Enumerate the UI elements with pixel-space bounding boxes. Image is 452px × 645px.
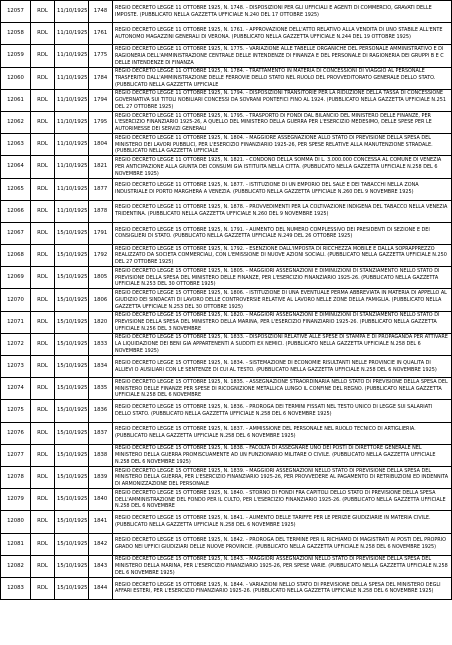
- decree-page-cell: 1761: [89, 23, 113, 45]
- table-row: [1, 156, 452, 178]
- decree-page-cell: 1820: [89, 311, 113, 333]
- decree-text: REGIO DECRETO LEGGE 11 OTTOBRE 1925, N. 1784. - TRATTAMENTO IN MATERIA DI CONCESSIONI DI VIAGGIO AL PERSONALE TRASFERITO DALL'AMMINISTRAZIONE DELLE FERROVIE DELLO STATO NEL RUOLO DEL PROVVEDITORATO GENERALE DELLO STATO. (PUBBLICATO NELLA GAZZETTA UFFICIALE: [115, 68, 436, 88]
- decree-text: REGIO DECRETO LEGGE 15 OTTOBRE 1925, N. 1844. - VARIAZIONI NELLO STATO DI PREVISIONE DELLA SPESA DEL MINISTERO DEGLI AFFARI ESTERI, PER L'ESERCIZIO FINANZIARIO 1925-26. (PUBBLICATO NELLA GAZZETTA UFFICIALE N.258 DEL 6 NOVEMBRE 1925): [115, 581, 441, 595]
- decree-text: REGIO DECRETO LEGGE 15 OTTOBRE 1925, N. 1791. - AUMENTO DEL NUMERO COMPLESSIVO DEI PRESIDENTI DI SEZIONE E DEI CONSIGLIERI DI STATO. (PUBBLICATO NELLA GAZZETTA UFFICIALE N.249 DEL 26 OTTOBRE 1925): [115, 226, 430, 240]
- table-row: [1, 356, 452, 378]
- decree-text: REGIO DECRETO LEGGE 15 OTTOBRE 1925, N. 1820. - MAGGIORI ASSEGNAZIONI E DIMINUZIONI DI STANZIAMENTO NELLO STATO DI PREVISIONE DELLA SPESA DEL MINISTERO DELLA MARINA, PER L'ESERCIZIO FINANZIARIO 1925-26. (PUBBLICATO NELLA GAZZETTA UFFICIALE N.256 DEL 3 NOVEMBRE: [115, 312, 440, 332]
- decree-page-cell: 1843: [89, 555, 113, 577]
- decree-text-cell: [113, 533, 452, 555]
- decree-number-cell: 12078: [1, 466, 31, 488]
- table-row: [1, 267, 452, 289]
- decree-text: REGIO DECRETO LEGGE 15 OTTOBRE 1925, N. 1842. - PROROGA DEL TERMINE PER IL RICHIAMO DI MAGISTRATI AI POSTI DEL PROPRIO GRADO NEI UFFICI GIUDIZIARI DELLE NUOVE PROVINCIE. (PUBBLICATO NELLA GAZZETTA UFFICIALE N.258 DEL 6 NOVEMBRE 1925): [115, 537, 446, 551]
- decree-date-cell: 15/10/1925: [55, 222, 89, 244]
- decree-date-cell: 11/10/1925: [55, 23, 89, 45]
- decree-text-cell: [113, 111, 452, 133]
- decree-date-cell: 15/10/1925: [55, 444, 89, 466]
- decree-number-cell: 12065: [1, 178, 31, 200]
- decree-text: REGIO DECRETO LEGGE 15 OTTOBRE 1925, N. 1837. - AMMISSIONE DEL PERSONALE NEL RUOLO TECNICO DI ARTIGLIERIA. (PUBBLICATO NELLA GAZZETTA UFFICIALE N.258 DEL 6 NOVEMBRE 1925): [115, 426, 416, 440]
- table-row: [1, 489, 452, 511]
- decree-text: REGIO DECRETO LEGGE 15 OTTOBRE 1925, N. 1841. - AUMENTO DELLE TARIFFE PER LE PERIZIE GIUDIZIARIE IN MATERIA CIVILE. (PUBBLICATO NELLA GAZZETTA UFFICIALE N.258 DEL 6 NOVEMBRE 1925): [115, 515, 431, 528]
- table-row: [1, 378, 452, 400]
- decree-text: REGIO DECRETO LEGGE 15 OTTOBRE 1925, N. 1806. - ISTITUZIONE DI UNA EVENTUALE PERMA ABBREVIATA IN MATERIA DI APPELLO AL GIUDIZIO DEI SINDACATI DI LAVORO DELLE CONTROVERSIE RELATIVE AL LAVORO NELLE ZONE DELLA FAMIGLIA. (PUBBLICATO NELLA GAZZETTA UFFICIALE N.253 DEL 30 OTTOBRE 1925): [115, 290, 447, 310]
- decree-number-cell: 12076: [1, 422, 31, 444]
- decree-text-cell: [113, 23, 452, 45]
- decree-page-cell: 1844: [89, 577, 113, 599]
- decree-page-cell: 1806: [89, 289, 113, 311]
- decree-date-cell: 11/10/1925: [55, 111, 89, 133]
- table-row: [1, 45, 452, 67]
- decree-number-cell: 12071: [1, 311, 31, 333]
- table-row: [1, 555, 452, 577]
- decree-date-cell: 11/10/1925: [55, 45, 89, 67]
- decree-page-cell: 1838: [89, 444, 113, 466]
- decree-type-cell: RDL: [31, 222, 55, 244]
- decree-type-cell: RDL: [31, 444, 55, 466]
- decree-date-cell: 15/10/1925: [55, 533, 89, 555]
- decree-text: REGIO DECRETO LEGGE 11 OTTOBRE 1925, N. 1761. - APPROVAZIONE DELL'ATTO RELATIVO ALLA VENDITA DI UNO STABILE ALL'ENTE AUTONOMO MAGAZZINI GENERALI DI VERONA. (PUBBLICATO NELLA GAZZETTA UFFICIALE N.244 DEL 19 OTTOBRE 1925): [115, 26, 443, 40]
- decree-text: REGIO DECRETO LEGGE 11 OTTOBRE 1925, N. 1775. - VARIAZIONE ALLE TABELLE ORGANICHE DEL PERSONALE AMMINISTRATIVO E DI RAGIONERIA DELL'AMMINISTRAZIONE CENTRALE DELLE INTENDENZE DI FINANZA E DEL PERSONALE DI RAGIONERIA DEI GRUPPI B E C DELLE INTENDENZE DI FINANZA: [115, 45, 444, 66]
- decree-number-cell: 12072: [1, 333, 31, 355]
- decree-page-cell: 1837: [89, 422, 113, 444]
- decree-type-cell: RDL: [31, 134, 55, 156]
- decree-page-cell: 1794: [89, 89, 113, 111]
- decree-text-cell: [113, 466, 452, 488]
- table-row: [1, 178, 452, 200]
- decree-text: REGIO DECRETO LEGGE 15 OTTOBRE 1925, N. 1835. - ASSEGNAZIONE STRAORDINARIA NELLO STATO DI PREVISIONE DELLA SPESA DEL MINISTERO DELLE FINANZE PER SPESE DI RICOGNIZIONE METALLICA LUNGO IL CONFINE DEL REGNO. (PUBBLICATO NELLA GAZZETTA UFFICIALE N.258 DEL 6 NOVEMBRE: [115, 378, 448, 399]
- decree-text: REGIO DECRETO LEGGE 11 OTTOBRE 1925, N. 1748. - DISPOSIZIONI PER GLI UFFICIALI E AGENTI DI COMMERCIO, GRAVATI DELLE IMPOSTE. (PUBBLICATO NELLA GAZZETTA UFFICIALE N.240 DEL 17 OTTOBRE 1925): [115, 4, 432, 18]
- decree-number-cell: 12064: [1, 156, 31, 178]
- decree-date-cell: 11/10/1925: [55, 200, 89, 222]
- decree-date-cell: 11/10/1925: [55, 156, 89, 178]
- table-row: [1, 200, 452, 222]
- decree-page-cell: 1805: [89, 267, 113, 289]
- table-row: [1, 511, 452, 533]
- decree-page-cell: 1821: [89, 156, 113, 178]
- decree-text-cell: [113, 267, 452, 289]
- table-row: [1, 444, 452, 466]
- decree-type-cell: RDL: [31, 156, 55, 178]
- decree-number-cell: 12075: [1, 400, 31, 422]
- decree-number-cell: 12061: [1, 89, 31, 111]
- decree-date-cell: 15/10/1925: [55, 378, 89, 400]
- decree-number-cell: 12062: [1, 111, 31, 133]
- decree-text-cell: [113, 333, 452, 355]
- decree-number-cell: 12067: [1, 222, 31, 244]
- decree-number-cell: 12082: [1, 555, 31, 577]
- decree-type-cell: RDL: [31, 267, 55, 289]
- decree-page-cell: 1833: [89, 333, 113, 355]
- decree-page-cell: 1877: [89, 178, 113, 200]
- decree-type-cell: RDL: [31, 555, 55, 577]
- decree-number-cell: 12068: [1, 245, 31, 267]
- decree-type-cell: RDL: [31, 111, 55, 133]
- decree-date-cell: 15/10/1925: [55, 311, 89, 333]
- decree-text: REGIO DECRETO LEGGE 15 OTTOBRE 1925, N. 1833. - DISPOSIZIONI RELATIVE ALLE SPESE DI STAMPA E DI PROPAGANDA PER ATTIVARE LA LIQUIDAZIONE DEI BENI GIA APPARTENENTI A SUDDITI EX NEMICI. (PUBBLICATO NELLA GAZZETTA UFFICIALE N.258 DEL 6 NOVEMBRE 1925): [115, 334, 448, 354]
- table-row: [1, 89, 452, 111]
- decree-number-cell: 12070: [1, 289, 31, 311]
- decree-page-cell: 1775: [89, 45, 113, 67]
- decree-page-cell: 1784: [89, 67, 113, 89]
- decree-type-cell: RDL: [31, 311, 55, 333]
- decree-page-cell: 1835: [89, 378, 113, 400]
- decree-text-cell: [113, 1, 452, 23]
- decree-text-cell: [113, 489, 452, 511]
- decree-page-cell: 1878: [89, 200, 113, 222]
- decree-date-cell: 15/10/1925: [55, 400, 89, 422]
- decree-text-cell: [113, 89, 452, 111]
- decree-text-cell: [113, 200, 452, 222]
- decree-date-cell: 15/10/1925: [55, 267, 89, 289]
- decree-type-cell: RDL: [31, 89, 55, 111]
- decree-page-cell: 1795: [89, 111, 113, 133]
- decree-date-cell: 11/10/1925: [55, 67, 89, 89]
- decree-text-cell: [113, 222, 452, 244]
- decree-text-cell: [113, 577, 452, 599]
- decree-number-cell: 12074: [1, 378, 31, 400]
- decree-page-cell: 1791: [89, 222, 113, 244]
- decree-page-cell: 1842: [89, 533, 113, 555]
- decree-type-cell: RDL: [31, 422, 55, 444]
- decree-date-cell: 11/10/1925: [55, 178, 89, 200]
- decree-number-cell: 12080: [1, 511, 31, 533]
- decree-text-cell: [113, 156, 452, 178]
- decree-number-cell: 12079: [1, 489, 31, 511]
- decree-date-cell: 11/10/1925: [55, 134, 89, 156]
- decree-text-cell: [113, 245, 452, 267]
- decree-text-cell: [113, 289, 452, 311]
- decree-type-cell: RDL: [31, 1, 55, 23]
- decree-text: REGIO DECRETO LEGGE 15 OTTOBRE 1925, N. 1792. - ESENZIONE DALL'IMPOSTA DI RICCHEZZA MOBILE E DALLA SOPRAPPREZZO REALIZZATO DA SOCIETA COMMERCIALI, CON L'EMISSIONE DI NUOVE AZIONI SOCIALI. (PUBBLICATO NELLA GAZZETTA UFFICIALE N.250 DEL 27 OTTOBRE 1925): [115, 245, 447, 266]
- table-row: [1, 23, 452, 45]
- decree-number-cell: 12060: [1, 67, 31, 89]
- table-body: [1, 1, 452, 600]
- decree-number-cell: 12057: [1, 1, 31, 23]
- decree-text: REGIO DECRETO LEGGE 15 OTTOBRE 1925, N. 1834. - SISTEMAZIONE DI ECONOMIE RISULTANTI NELLE PROVINCIE IN QUALITA DI ALLIEVI O AUSILIARI CON LE SENTENZE DI CUI AL TESTO. (PUBBLICATO NELLA GAZZETTA UFFICIALE N.258 DEL 6 NOVEMBRE 1925): [115, 359, 437, 373]
- decree-type-cell: RDL: [31, 23, 55, 45]
- decree-date-cell: 15/10/1925: [55, 289, 89, 311]
- decree-page-cell: 1841: [89, 511, 113, 533]
- table-row: [1, 1, 452, 23]
- decree-text-cell: [113, 178, 452, 200]
- decree-number-cell: 12077: [1, 444, 31, 466]
- decree-text-cell: [113, 444, 452, 466]
- decree-type-cell: RDL: [31, 45, 55, 67]
- decree-type-cell: RDL: [31, 577, 55, 599]
- decree-text-cell: [113, 422, 452, 444]
- decree-number-cell: 12069: [1, 267, 31, 289]
- decree-page-cell: 1836: [89, 400, 113, 422]
- decree-type-cell: RDL: [31, 178, 55, 200]
- table-row: [1, 289, 452, 311]
- decree-text: REGIO DECRETO LEGGE 11 OTTOBRE 1925, N. 1804. - MAGGIORE ASSEGNAZIONE ALLO STATO DI PREVISIONE DELLA SPESA DEL MINISTERO DEI LAVORI PUBBLICI, PER L'ESERCIZIO FINANZIARIO 1925-26, PER SPESE RELATIVE ALLA MANUTENZIONE STRADALE. (PUBBLICATO NELLA GAZZETTA UFFICIALE: [115, 134, 433, 155]
- decree-text: REGIO DECRETO LEGGE 11 OTTOBRE 1925, N. 1794. - DISPOSIZIONI TRANSITORIE PER LA RIDUZIONE DELLA TASSA DI CONCESSIONE GOVERNATIVA SUI TITOLI NOBILIARI CONCESSI DA SOVRANI PONTEFICI FINO AL 1924. (PUBBLICATO NELLA GAZZETTA UFFICIALE N.251 DEL 27 OTTOBRE 1925): [115, 90, 446, 110]
- decree-page-cell: 1840: [89, 489, 113, 511]
- decree-page-cell: 1834: [89, 356, 113, 378]
- decree-type-cell: RDL: [31, 67, 55, 89]
- decree-text: REGIO DECRETO LEGGE 11 OTTOBRE 1925, N. 1878. - PROVVEDIMENTI PER LA COLTIVAZIONE INDIGENA DEL TABACCO NELLA VENEZIA TRIDENTINA. (PUBBLICATO NELLA GAZZETTA UFFICIALE N.260 DEL 9 NOVEMBRE 1925): [115, 204, 448, 218]
- table-row: [1, 466, 452, 488]
- table-row: [1, 245, 452, 267]
- decree-type-cell: RDL: [31, 378, 55, 400]
- decree-text-cell: [113, 400, 452, 422]
- table-row: [1, 222, 452, 244]
- decree-type-cell: RDL: [31, 533, 55, 555]
- decree-date-cell: 15/10/1925: [55, 245, 89, 267]
- decree-type-cell: RDL: [31, 466, 55, 488]
- decree-text-cell: [113, 45, 452, 67]
- decree-text: REGIO DECRETO LEGGE 15 OTTOBRE 1925, N. 1843. - MAGGIORI ASSEGNAZIONI NELLO STATO DI PREVISIONE DELLA SPESA DEL MINISTERO DELLA MARINA, PER L'ESERCIZIO FINANZIARIO 1925-26, PER SPESE VARIE. (PUBBLICATO NELLA GAZZETTA UFFICIALE N.258 DEL 6 NOVEMBRE 1925): [115, 556, 448, 576]
- table-row: [1, 422, 452, 444]
- decree-type-cell: RDL: [31, 200, 55, 222]
- decree-page-cell: 1804: [89, 134, 113, 156]
- decree-text-cell: [113, 134, 452, 156]
- decree-text-cell: [113, 67, 452, 89]
- decree-type-cell: RDL: [31, 333, 55, 355]
- decree-text-cell: [113, 555, 452, 577]
- decree-text-cell: [113, 511, 452, 533]
- table-row: [1, 533, 452, 555]
- decree-number-cell: 12063: [1, 134, 31, 156]
- table-row: [1, 67, 452, 89]
- table-row: [1, 134, 452, 156]
- decree-text: REGIO DECRETO LEGGE 15 OTTOBRE 1925, N. 1839. - MAGGIORI ASSEGNAZIONI NELLO STATO DI PREVISIONE DELLA SPESA DEL MINISTERO DELLA GUERRA, PER L'ESERCIZIO FINANZIARIO 1925-26, PER PROVVEDERE AL PAGAMENTO DI RETRIBUZIONI ED INDENNITA DI ARMONIZZAZIONE DEL PERSONALE: [115, 467, 449, 488]
- decree-text-cell: [113, 378, 452, 400]
- decree-type-cell: RDL: [31, 356, 55, 378]
- decree-text-cell: [113, 311, 452, 333]
- decree-date-cell: 15/10/1925: [55, 466, 89, 488]
- decree-text: REGIO DECRETO LEGGE 15 OTTOBRE 1925, N. 1840. - STORNO DI FONDI FRA CAPITOLI DELLO STATO DI PREVISIONE DELLA SPESA DELL'AMMINISTRAZIONE DEL FONDO PER IL CULTO, PER L'ESERCIZIO FINANZIARIO 1925-26. (PUBBLICATO NELLA GAZZETTA UFFICIALE N.258 DEL 6 NOVEMBRE: [115, 489, 446, 510]
- decree-number-cell: 12058: [1, 23, 31, 45]
- decree-text: REGIO DECRETO LEGGE 15 OTTOBRE 1925, N. 1836. - PROROGA DEI TERMINI FISSATI NEL TESTO UNICO DI LEGGE SUI SALARIATI DELLO STATO. (PUBBLICATO NELLA GAZZETTA UFFICIALE N.258 DEL 6 NOVEMBRE 1925): [115, 404, 433, 417]
- decree-text: REGIO DECRETO LEGGE 15 OTTOBRE 1925, N. 1838. - FACOLTA DI ASSEGNARE UNO DEI POSTI DI DIRETTORE GENERALE NEL MINISTERO DELLA GUERRA PROMISCUAMENTE AD UN FUNZIONARIO MILITARE O CIVILE. (PUBBLICATO NELLA GAZZETTA UFFICIALE N.258 DEL 6 NOVEMBRE 1925): [115, 445, 436, 465]
- table-row: [1, 311, 452, 333]
- decree-number-cell: 12083: [1, 577, 31, 599]
- decree-date-cell: 15/10/1925: [55, 489, 89, 511]
- decree-date-cell: 15/10/1925: [55, 356, 89, 378]
- decree-text: REGIO DECRETO LEGGE 11 OTTOBRE 1925, N. 1795. - TRASPORTO DI FONDI DAL BILANCIO DEL MINISTERO DELLE FINANZE, PER L'ESERCIZIO FINANZIARIO 1925-26, A QUELLO DEL MINISTERO DELLA GUERRA PER L'ESERCIZIO MEDESIMO, DELLE SPESE PER LE AUTORIMESSE DEI SERVIZI GENERALI: [115, 112, 432, 133]
- decree-type-cell: RDL: [31, 400, 55, 422]
- decree-date-cell: 15/10/1925: [55, 577, 89, 599]
- decree-type-cell: RDL: [31, 489, 55, 511]
- decree-date-cell: 11/10/1925: [55, 1, 89, 23]
- table-row: [1, 111, 452, 133]
- decree-type-cell: RDL: [31, 245, 55, 267]
- table-row: [1, 577, 452, 599]
- decree-number-cell: 12066: [1, 200, 31, 222]
- decree-text: REGIO DECRETO LEGGE 15 OTTOBRE 1925, N. 1805. - MAGGIORI ASSEGNAZIONI E DIMINUZIONI DI STANZIAMENTO NELLO STATO DI PREVISIONE DELLA SPESA DEL MINISTERO DELLE FINANZE, PER L'ESERCIZIO FINANZIARIO 1925-26. (PUBBLICATO NELLA GAZZETTA UFFICIALE N.253 DEL 30 OTTOBRE 1925): [115, 267, 440, 288]
- decree-page-cell: 1792: [89, 245, 113, 267]
- decree-page-cell: 1839: [89, 466, 113, 488]
- decree-type-cell: RDL: [31, 511, 55, 533]
- decree-date-cell: 15/10/1925: [55, 511, 89, 533]
- decree-text: REGIO DECRETO LEGGE 11 OTTOBRE 1925, N. 1877. - ISTITUZIONE DI UN EMPORIO DEL SALE E DEI TABACCHI NELLA ZONA INDUSTRIALE DI PORTO MARGHERA A VENEZIA. (PUBBLICATO NELLA GAZZETTA UFFICIALE N.260 DEL 9 NOVEMBRE 1925): [115, 182, 419, 196]
- table-row: [1, 333, 452, 355]
- decree-page-cell: 1748: [89, 1, 113, 23]
- decree-number-cell: 12059: [1, 45, 31, 67]
- decree-date-cell: 15/10/1925: [55, 422, 89, 444]
- decree-type-cell: RDL: [31, 289, 55, 311]
- decree-number-cell: 12073: [1, 356, 31, 378]
- decree-date-cell: 15/10/1925: [55, 555, 89, 577]
- decree-date-cell: 15/10/1925: [55, 333, 89, 355]
- table-row: [1, 400, 452, 422]
- decree-text: REGIO DECRETO LEGGE 11 OTTOBRE 1925, N. 1821. - CONDONO DELLA SOMMA DI L. 3.000.000 CONCESSA AL COMUNE DI VENEZIA PER ANTICIPAZIONE ALLA GIUNTA DEI CONSUMI GIA ISTITUITA NELLA CITTA. (PUBBLICATO NELLA GAZZETTA UFFICIALE N.258 DEL 6 NOVEMBRE 1925): [115, 156, 442, 177]
- decree-text-cell: [113, 356, 452, 378]
- decree-number-cell: 12081: [1, 533, 31, 555]
- decree-date-cell: 11/10/1925: [55, 89, 89, 111]
